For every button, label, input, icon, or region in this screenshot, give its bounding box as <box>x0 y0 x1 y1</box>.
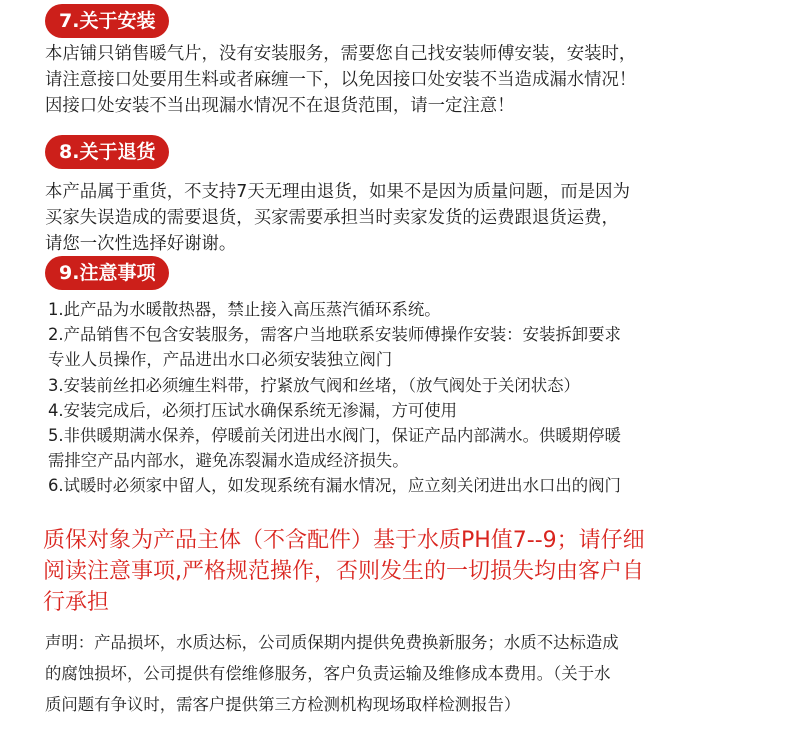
install-paragraph <box>45 41 636 119</box>
list-item: 1.此产品为水暖散热器，禁止接入高压蒸汽循环系统。 <box>48 300 441 319</box>
returns-paragraph <box>45 179 630 257</box>
list-item: 6.试暖时必须家中留人，如发现系统有漏水情况，应立刻关闭进出水口出的阀门 <box>48 476 621 496</box>
statement-line: 声明：产品损坏，水质达标，公司质保期内提供免费换新服务；水质不达标造成 <box>45 633 619 652</box>
warranty-notice <box>43 525 645 618</box>
warranty-line: 质保对象为产品主体（不含配件）基于水质PH值7--9；请仔细 <box>43 528 645 553</box>
statement-paragraph <box>45 627 619 720</box>
section-title-returns: 8.关于退货 <box>45 135 169 169</box>
returns-line: 买家失误造成的需要退货，买家需要承担当时卖家发货的运费跟退货运费， <box>45 208 619 228</box>
list-item: 需排空产品内部水，避免冻裂漏水造成经济损失。 <box>48 451 409 471</box>
section-title-notes: 9.注意事项 <box>45 256 169 290</box>
install-line: 请注意接口处要用生料或者麻缠一下，以免因接口处安装不当造成漏水情况！ <box>45 70 637 90</box>
install-line: 因接口处安装不当出现漏水情况不在退货范围，请一定注意！ <box>45 96 515 116</box>
list-item: 3.安装前丝扣必须缠生料带，拧紧放气阀和丝堵，（放气阀处于关闭状态） <box>48 375 580 395</box>
notes-list <box>48 297 621 499</box>
list-item: 4.安装完成后，必须打压试水确保系统无渗漏，方可使用 <box>48 400 458 420</box>
list-item: 2.产品销售不包含安装服务，需客户当地联系安装师傅操作安装：安装拆卸要求 <box>48 325 621 345</box>
list-item: 5.非供暖期满水保养，停暖前关闭进出水阀门，保证产品内部满水。供暖期停暖 <box>48 426 621 446</box>
returns-line: 请您一次性选择好谢谢。 <box>45 234 237 254</box>
install-line: 本店铺只销售暖气片，没有安装服务，需要您自己找安装师傅安装，安装时， <box>45 44 637 64</box>
returns-line: 本产品属于重货，不支持7天无理由退货，如果不是因为质量问题，而是因为 <box>45 182 630 202</box>
list-item: 专业人员操作，产品进出水口必须安装独立阀门 <box>48 350 393 370</box>
statement-line: 质问题有争议时，需客户提供第三方检测机构现场取样检测报告） <box>45 695 521 714</box>
warranty-line: 行承担 <box>43 590 110 615</box>
statement-line: 的腐蚀损坏，公司提供有偿维修服务，客户负责运输及维修成本费用。（关于水 <box>45 664 611 683</box>
warranty-line: 阅读注意事项,严格规范操作，否则发生的一切损失均由客户自 <box>43 559 644 584</box>
section-title-install: 7.关于安装 <box>45 4 169 38</box>
